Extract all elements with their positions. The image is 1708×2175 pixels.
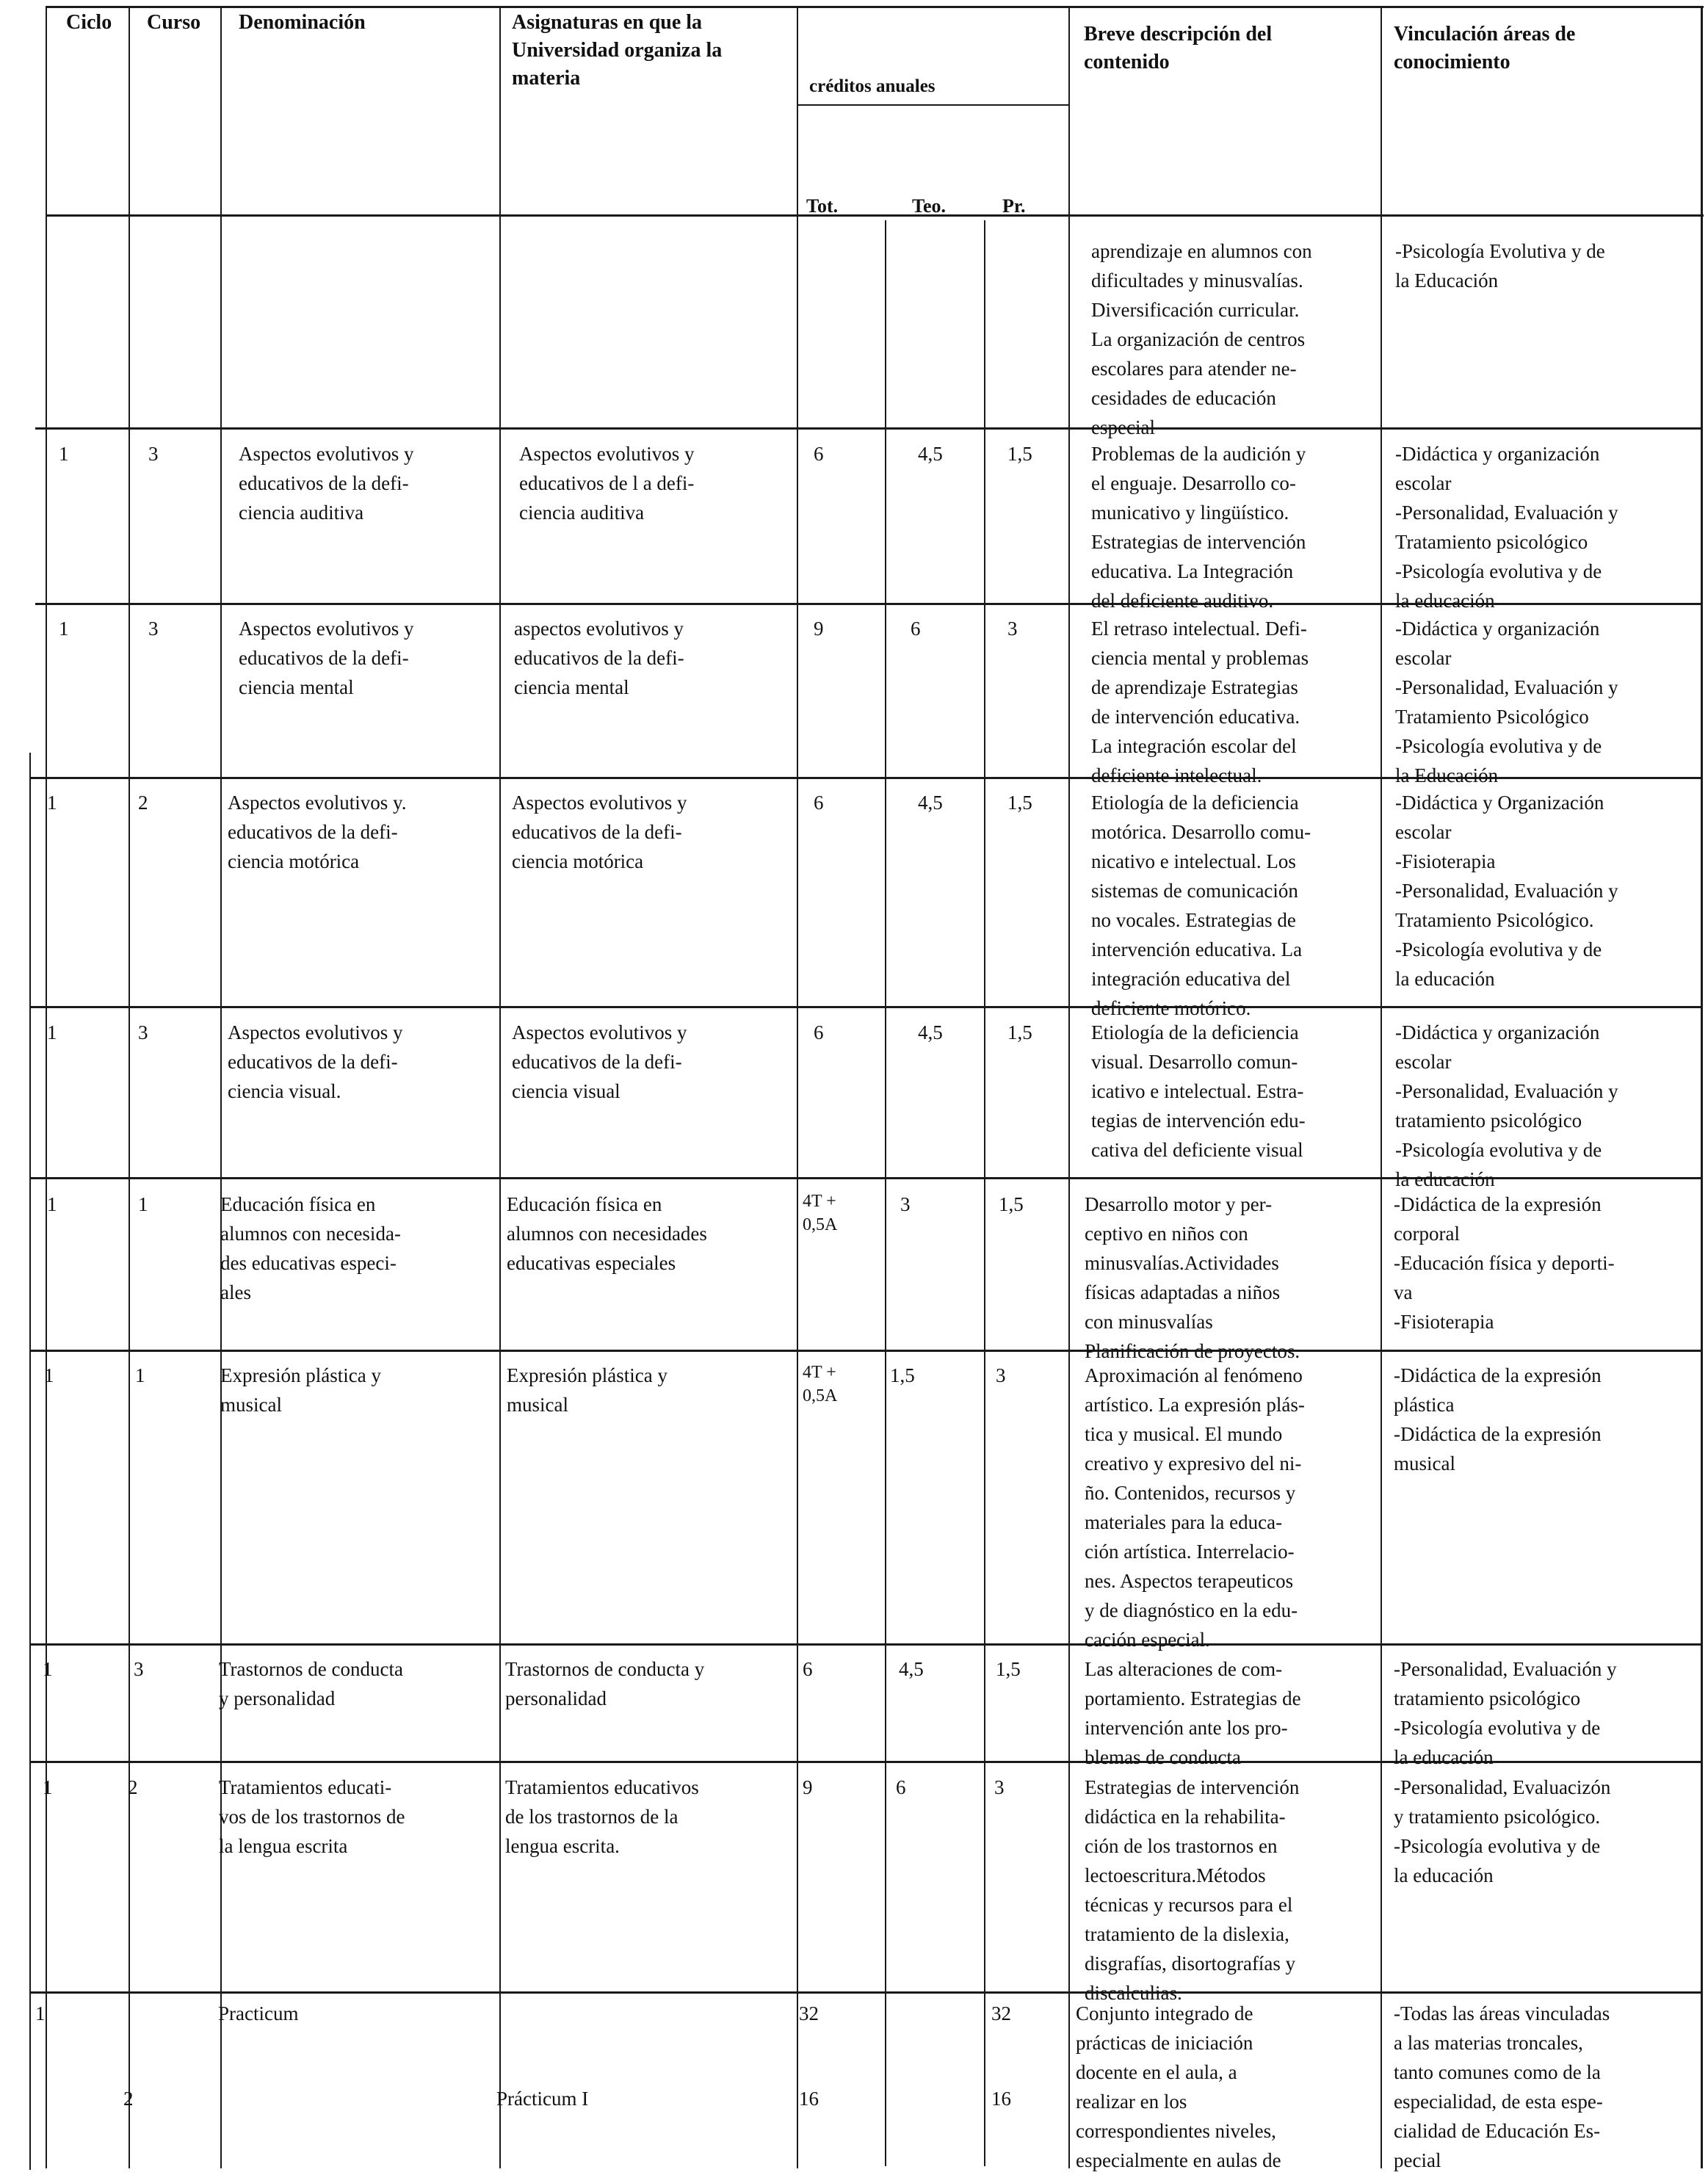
cell-curso: 3 <box>148 443 159 465</box>
cell-vinculacion: -Didáctica y Organización escolar -Fisioterapia -Personalidad, Evaluación y Tratamiento Psicológico. -Psicología evolutiva y de la educación <box>1395 792 1618 990</box>
cell-descripcion: Las alteraciones de com- portamiento. Estrategias de intervención ante los pro- blemas de conducta <box>1085 1658 1301 1768</box>
cell-asignaturas: Trastornos de conducta y personalidad <box>505 1658 705 1709</box>
cell-vinculacion: -Psicología Evolutiva y de la Educación <box>1395 240 1605 292</box>
cell-denominacion: Aspectos evolutivos y educativos de la defi- ciencia auditiva <box>239 443 414 524</box>
cell-pr: 1,5 <box>1007 443 1032 465</box>
header-teo: Teo. <box>912 195 946 217</box>
cell-denominacion: Aspectos evolutivos y. educativos de la defi- ciencia motórica <box>228 792 407 872</box>
cell-teo: 3 <box>900 1193 911 1215</box>
cell-ciclo: 1 <box>43 1776 53 1798</box>
cell-ciclo: 1 <box>44 1364 54 1386</box>
cell-ciclo: 1 <box>47 1021 57 1043</box>
cell-curso: 2 <box>128 1776 138 1798</box>
cell-pr: 3 <box>1007 618 1018 640</box>
cell-tot: 6 <box>814 1021 824 1043</box>
cell-curso: 2 <box>123 2088 134 2110</box>
cell-descripcion: Conjunto integrado de prácticas de iniciación docente en el aula, a realizar en los correspondientes niveles, especialmente en aulas de <box>1076 2002 1281 2171</box>
cell-pr: 1,5 <box>1007 1021 1032 1043</box>
cell-asignaturas: Aspectos evolutivos y educativos de la defi- ciencia visual <box>512 1021 687 1102</box>
col-line-left <box>46 6 47 2168</box>
header-creditos: créditos anuales <box>809 76 936 96</box>
cell-teo: 4,5 <box>918 443 943 465</box>
cell-pr: 3 <box>994 1776 1005 1798</box>
header-border-bottom <box>46 214 1704 217</box>
header-vinculacion: Vinculación áreas de conocimiento <box>1394 23 1576 73</box>
cell-tot: 6 <box>803 1658 813 1680</box>
cell-asignaturas: Tratamientos educativos de los trastornos de la lengua escrita. <box>505 1776 699 1857</box>
row-separator <box>35 427 1701 430</box>
cell-ciclo: 1 <box>47 1193 57 1215</box>
cell-tot: 9 <box>814 618 824 640</box>
row-separator <box>29 1643 1701 1646</box>
header-curso: Curso <box>147 11 201 34</box>
cell-tot: 9 <box>803 1776 813 1798</box>
cell-asignaturas: Aspectos evolutivos y educativos de la defi- ciencia motórica <box>512 792 687 872</box>
row-separator <box>29 1991 1701 1994</box>
cell-ciclo: 1 <box>35 2002 46 2024</box>
cell-descripcion: aprendizaje en alumnos con dificultades y minusvalías. Diversificación curricular. La organización de centros escolares para atender ne- cesidades de educación especial <box>1091 240 1312 438</box>
col-line-teo-pr <box>984 220 985 2166</box>
col-line-left-lower <box>29 753 31 2170</box>
cell-tot: 4T + 0,5A <box>803 1363 838 1405</box>
cell-asignaturas: Prácticum I <box>496 2088 589 2110</box>
cell-vinculacion: -Personalidad, Evaluación y tratamiento psicológico -Psicología evolutiva y de la educación <box>1394 1658 1617 1768</box>
header-descripcion: Breve descripción del contenido <box>1084 23 1273 73</box>
cell-denominacion: Expresión plástica y musical <box>220 1364 381 1416</box>
cell-curso: 1 <box>138 1193 148 1215</box>
col-line-denominacion-asignaturas <box>499 6 501 2168</box>
cell-asignaturas: Aspectos evolutivos y educativos de l a defi- ciencia auditiva <box>519 443 695 524</box>
header-denominacion: Denominación <box>239 11 366 34</box>
cell-ciclo: 1 <box>43 1658 53 1680</box>
cell-descripcion: Desarrollo motor y per- ceptivo en niños con minusvalías.Actividades físicas adaptadas a niños con minusvalías Planificación de proyectos. <box>1085 1193 1300 1362</box>
cell-descripcion: El retraso intelectual. Defi- ciencia mental y problemas de aprendizaje Estrategias de intervención educativa. La integración escolar del deficiente intelectual. <box>1091 618 1309 786</box>
cell-denominacion: Trastornos de conducta y personalidad <box>219 1658 403 1709</box>
cell-pr: 1,5 <box>1007 792 1032 814</box>
header-pr: Pr. <box>1002 195 1026 217</box>
cell-pr: 32 <box>991 2002 1011 2024</box>
cell-curso: 3 <box>134 1658 144 1680</box>
cell-descripcion: Estrategias de intervención didáctica en la rehabilita- ción de los trastornos en lectoescritura.Métodos técnicas y recursos para el tratamiento de la dislexia, disgrafías, disortografías y discalculias. <box>1085 1776 1300 2004</box>
cell-denominacion: Aspectos evolutivos y educativos de la defi- ciencia mental <box>239 618 414 698</box>
cell-teo: 4,5 <box>918 792 943 814</box>
cell-teo: 6 <box>896 1776 906 1798</box>
cell-vinculacion: -Didáctica de la expresión corporal -Educación física y deporti- va -Fisioterapia <box>1394 1193 1615 1333</box>
header-ciclo: Ciclo <box>66 11 112 34</box>
cell-curso: 1 <box>135 1364 145 1386</box>
cell-ciclo: 1 <box>47 792 57 814</box>
col-line-asignaturas-tot <box>797 6 798 2168</box>
cell-denominacion: Practicum <box>218 2002 299 2024</box>
cell-pr: 1,5 <box>999 1193 1024 1215</box>
cell-vinculacion: -Didáctica y organización escolar -Personalidad, Evaluación y tratamiento psicológico -Psicología evolutiva y de la educación <box>1395 1021 1618 1190</box>
cell-pr: 1,5 <box>996 1658 1021 1680</box>
cell-tot: 32 <box>799 2002 819 2024</box>
header-asignaturas: Asignaturas en que la Universidad organiza la materia <box>512 11 723 90</box>
cell-asignaturas: aspectos evolutivos y educativos de la defi- ciencia mental <box>514 618 684 698</box>
cell-teo: 4,5 <box>918 1021 943 1043</box>
col-line-tot-teo <box>885 220 886 2166</box>
cell-asignaturas: Expresión plástica y musical <box>507 1364 667 1416</box>
col-line-ciclo-curso <box>129 6 130 2168</box>
cell-descripcion: Aproximación al fenómeno artístico. La expresión plás- tica y musical. El mundo creativo y expresivo del ni- ño. Contenidos, recursos y materiales para la educa- ción artística. Interrelacio- nes. Aspectos terapeuticos y de diagnóstico en la edu- cación especial. <box>1085 1364 1305 1651</box>
cell-tot: 4T + 0,5A <box>803 1192 838 1234</box>
cell-descripcion: Problemas de la audición y el enguaje. Desarrollo co- municativo y lingüístico. Estrategias de intervención educativa. La Integración del deficiente auditivo. <box>1091 443 1306 612</box>
cell-tot: 6 <box>814 443 824 465</box>
cell-ciclo: 1 <box>59 618 69 640</box>
creditos-underline <box>797 104 1068 106</box>
cell-asignaturas: Educación física en alumnos con necesidades educativas especiales <box>507 1193 707 1274</box>
cell-vinculacion: -Didáctica de la expresión plástica -Didáctica de la expresión musical <box>1394 1364 1602 1474</box>
cell-pr: 16 <box>991 2088 1011 2110</box>
cell-ciclo: 1 <box>59 443 69 465</box>
cell-pr: 3 <box>996 1364 1006 1386</box>
cell-teo: 1,5 <box>890 1364 915 1386</box>
cell-vinculacion: -Personalidad, Evaluacizón y tratamiento psicológico. -Psicología evolutiva y de la educación <box>1394 1776 1611 1886</box>
cell-teo: 4,5 <box>899 1658 924 1680</box>
cell-denominacion: Aspectos evolutivos y educativos de la defi- ciencia visual. <box>228 1021 403 1102</box>
header-tot: Tot. <box>806 195 839 217</box>
table-border-top <box>46 6 1704 8</box>
cell-descripcion: Etiología de la deficiencia visual. Desarrollo comun- icativo e intelectual. Estra- tegias de intervención edu- cativa del deficiente visual <box>1091 1021 1306 1161</box>
cell-denominacion: Tratamientos educati- vos de los trastornos de la lengua escrita <box>219 1776 405 1857</box>
cell-vinculacion: -Todas las áreas vinculadas a las materias troncales, tanto comunes como de la especialidad, de esta espe- cialidad de Educación Es- pecial <box>1394 2002 1610 2171</box>
cell-tot: 16 <box>799 2088 819 2110</box>
cell-descripcion: Etiología de la deficiencia motórica. Desarrollo comu- nicativo e intelectual. Los sistemas de comunicación no vocales. Estrategias de intervención educativa. La integración educativa del deficiente motórico. <box>1091 792 1311 1019</box>
cell-teo: 6 <box>911 618 921 640</box>
cell-denominacion: Educación física en alumnos con necesida- des educativas especi- ales <box>220 1193 401 1303</box>
cell-curso: 3 <box>138 1021 148 1043</box>
col-line-descripcion-vinculacion <box>1380 6 1382 2168</box>
col-line-pr-descripcion <box>1068 6 1070 2168</box>
cell-vinculacion: -Didáctica y organización escolar -Personalidad, Evaluación y Tratamiento psicológico -Psicología evolutiva y de la educación <box>1395 443 1618 612</box>
cell-vinculacion: -Didáctica y organización escolar -Personalidad, Evaluación y Tratamiento Psicológico -Psicología evolutiva y de la Educación <box>1395 618 1618 786</box>
cell-tot: 6 <box>814 792 824 814</box>
table-border-right <box>1701 6 1703 2168</box>
cell-curso: 3 <box>148 618 159 640</box>
cell-curso: 2 <box>138 792 148 814</box>
row-separator <box>29 1350 1701 1352</box>
row-separator <box>29 1006 1701 1008</box>
